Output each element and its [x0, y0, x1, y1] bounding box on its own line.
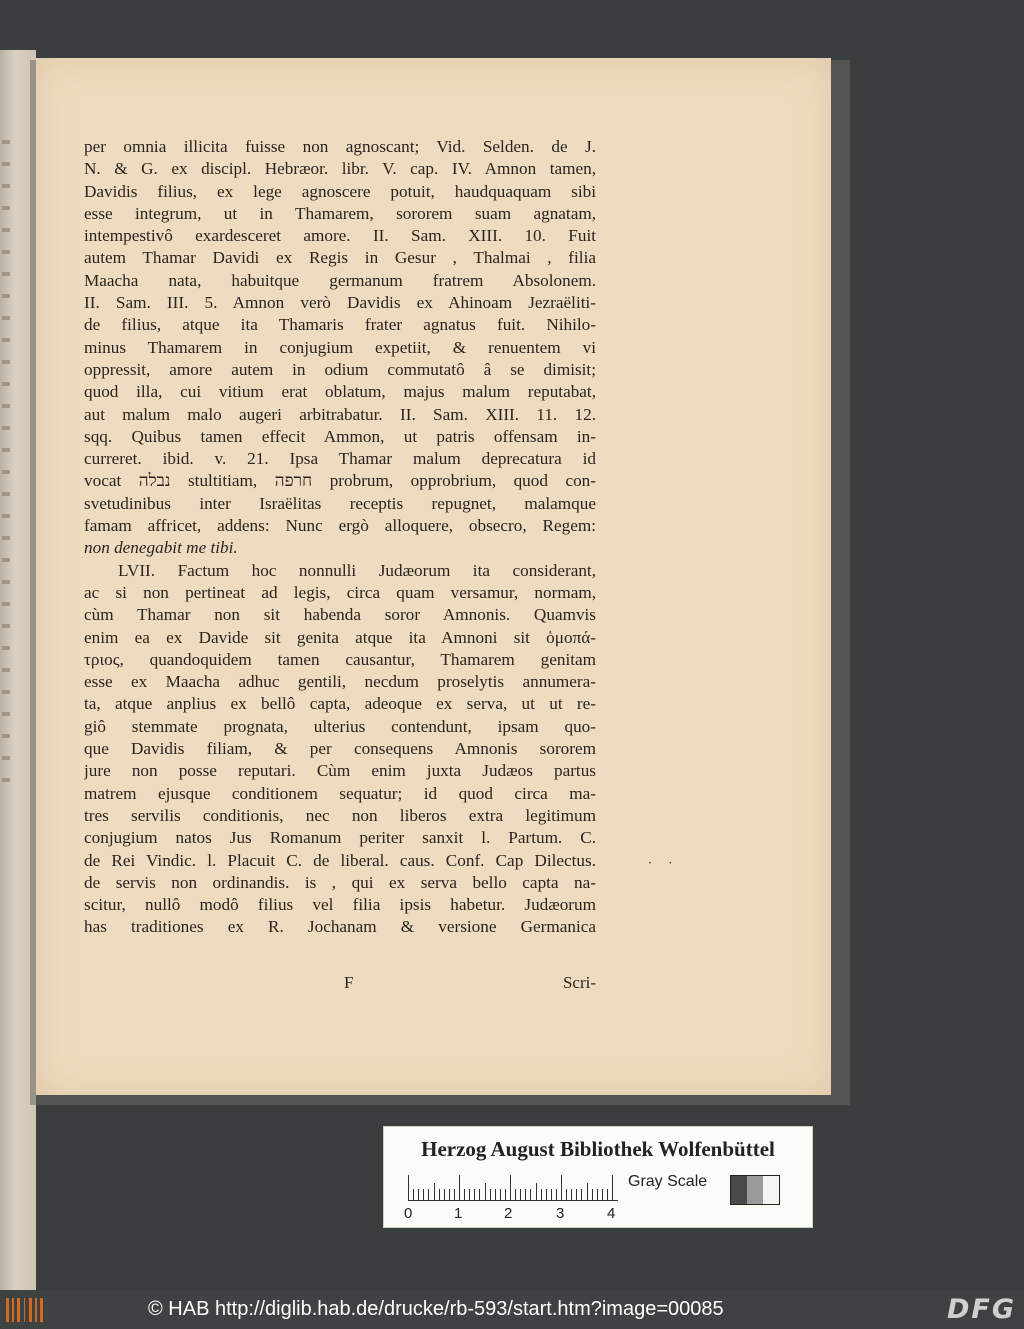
- text-line: vocat נבלה stultitiam, חרפה probrum, opprobrium, quod con-: [84, 471, 596, 491]
- text-line: LVII. Factum hoc nonnulli Judæorum ita considerant,: [118, 560, 596, 580]
- text-line: ac si non pertineat ad legis, circa quam versamur, normam,: [84, 582, 596, 602]
- text-line: esse ex Maacha adhuc gentili, necdum proselytis annumera-: [84, 672, 596, 692]
- catchword: Scri-: [562, 973, 596, 992]
- footer-bar: [0, 1290, 1024, 1329]
- gray-swatch-light: [763, 1176, 779, 1204]
- text-line: τριος, quandoquidem tamen causantur, Thamarem genitam: [84, 649, 596, 669]
- text-line: enim ea ex Davide sit genita atque ita Amnoni sit ὁμοπά-: [84, 627, 596, 647]
- ruler-number-0: 0: [404, 1205, 413, 1222]
- ruler-number-3: 3: [556, 1205, 565, 1222]
- ruler-number-4: 4: [607, 1205, 616, 1222]
- text-line: autem Thamar Davidi ex Regis in Gesur , Thalmai , filia: [84, 248, 596, 268]
- text-line: de Rei Vindic. l. Placuit C. de liberal. caus. Conf. Cap Dilectus.: [84, 850, 596, 870]
- hab-barcode-icon[interactable]: [6, 1298, 48, 1322]
- text-line: intempestivô exardesceret amore. II. Sam. XIII. 10. Fuit: [84, 226, 596, 246]
- text-line: II. Sam. III. 5. Amnon verò Davidis ex Ahinoam Jezraëliti-: [84, 293, 596, 313]
- text-line: per omnia illicita fuisse non agnoscant; Vid. Selden. de J.: [84, 137, 596, 156]
- text-line: esse integrum, ut in Thamarem, sororem suam agnatam,: [84, 203, 596, 223]
- gray-swatch-mid: [747, 1176, 763, 1204]
- signature-letter: F: [344, 973, 354, 992]
- text-line: giô stemmate prognata, ulterius contendunt, ipsam quo-: [84, 716, 596, 736]
- text-line: matrem ejusque conditionem sequatur; id quod circa ma-: [84, 783, 596, 803]
- text-line: N. & G. ex discipl. Hebræor. libr. V. cap. IV. Amnon tamen,: [84, 159, 596, 179]
- text-line: ta, atque anplius ex bellô capta, adeoque ex serva, ut ut re-: [84, 694, 596, 714]
- color-scale-card: [383, 1126, 813, 1228]
- text-line: scitur, nullô modô filius vel filia ipsis habetur. Judæorum: [84, 895, 596, 915]
- text-line: tres servilis conditionis, nec non liberos extra legitimum: [84, 805, 596, 825]
- text-line: Davidis filius, ex lege agnoscere potuit, haudquaquam sibi: [84, 181, 596, 201]
- ruler-number-2: 2: [504, 1205, 513, 1222]
- text-line: minus Thamarem in conjugium expetiit, & renuentem vi: [84, 337, 596, 357]
- text-line: quod illa, cui vitium erat oblatum, majus malum reputabat,: [84, 382, 596, 402]
- text-line: svetudinibus inter Israëlitas receptis repugnet, malamque: [84, 493, 596, 513]
- text-line: de servis non ordinandis. is , qui ex serva bello capta na-: [84, 872, 596, 892]
- text-line: oppressit, amore autem in odium commutatô â se dimisit;: [84, 359, 596, 379]
- gray-scale-swatch: [730, 1175, 780, 1205]
- ruler: [408, 1171, 618, 1201]
- scanned-page: [36, 58, 831, 1095]
- page-text-block: [84, 136, 596, 939]
- ruler-number-1: 1: [454, 1205, 463, 1222]
- text-line: jure non posse reputari. Cùm enim juxta Judæos partus: [84, 761, 596, 781]
- text-line: de filius, atque ita Thamaris frater agnatus fuit. Nihilo-: [84, 315, 596, 335]
- ruler-numbers: [404, 1205, 624, 1223]
- text-line: que Davidis filiam, & per consequens Amnonis sororem: [84, 739, 596, 759]
- gray-scale-label: Gray Scale: [628, 1173, 708, 1190]
- text-line: non denegabit me tibi.: [84, 538, 238, 558]
- text-line: famam affricet, addens: Nunc ergò alloquere, obsecro, Regem:: [84, 516, 596, 536]
- dfg-logo[interactable]: DFG: [946, 1294, 1016, 1325]
- text-line: sqq. Quibus tamen effecit Ammon, ut patris offensam in-: [84, 426, 596, 446]
- text-line: conjugium natos Jus Romanum periter sanxit l. Partum. C.: [84, 828, 596, 848]
- scale-card-title: Herzog August Bibliothek Wolfenbüttel: [421, 1137, 775, 1161]
- text-line: aut malum malo augeri arbitrabatur. II. Sam. XIII. 11. 12.: [84, 404, 596, 424]
- ink-specks: · ·: [648, 856, 679, 871]
- text-line: cùm Thamar non sit habenda soror Amnonis. Quamvis: [84, 605, 596, 625]
- gray-swatch-dark: [731, 1176, 747, 1204]
- copyright-link[interactable]: © HAB http://diglib.hab.de/drucke/rb-593/start.htm?image=00085: [148, 1298, 724, 1320]
- text-line: has traditiones ex R. Jochanam & versione Germanica: [84, 917, 596, 937]
- text-line: Maacha nata, habuitque germanum fratrem Absolonem.: [84, 270, 596, 290]
- page-footer-row: [84, 973, 596, 995]
- text-line: curreret. ibid. v. 21. Ipsa Thamar malum deprecatura id: [84, 449, 596, 469]
